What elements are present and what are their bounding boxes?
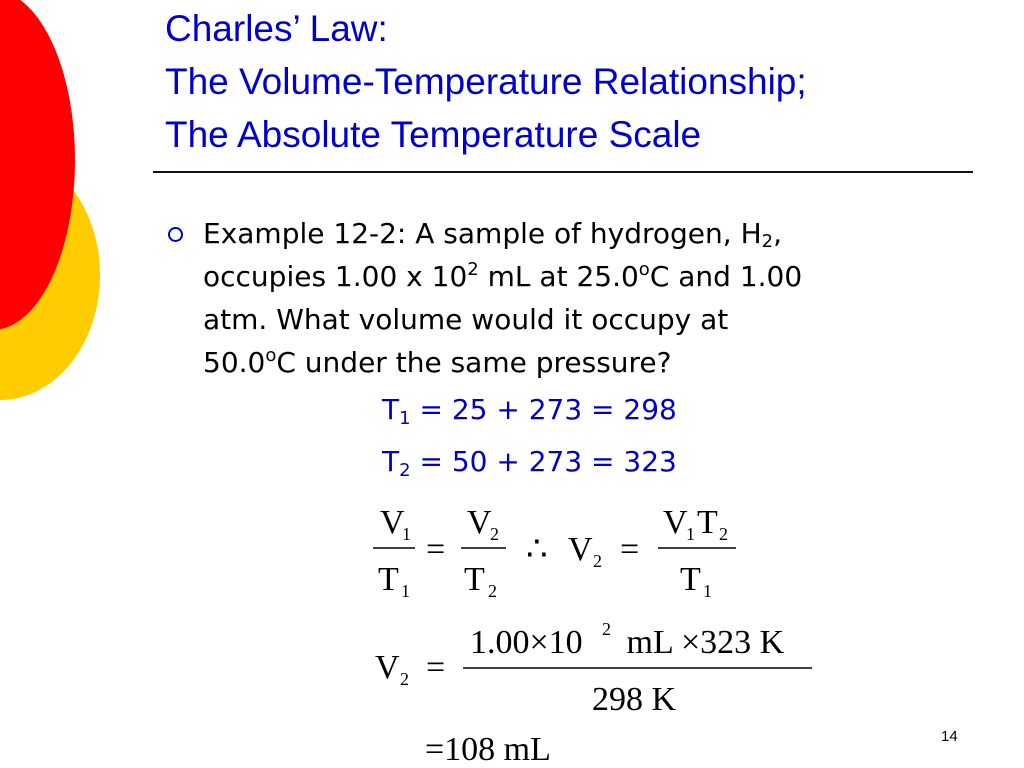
subscript: 1: [401, 581, 410, 601]
subscript: 2: [488, 581, 497, 601]
therefore-symbol: ∴: [526, 531, 548, 568]
t2-denominator: T: [464, 561, 485, 598]
bullet-text: 50.0: [203, 346, 266, 379]
calc-var: T: [382, 445, 400, 478]
charles-law-equation: [373, 504, 736, 601]
subscript: 2: [490, 524, 499, 544]
final-result: =108 mL: [425, 731, 551, 768]
superscript: 2: [467, 259, 479, 280]
t1-calculation: [382, 393, 677, 429]
bullet-text: mL at 25.0: [478, 260, 639, 293]
bullet-line-1: [203, 212, 993, 255]
bullet-text: C and 1.00: [649, 260, 803, 293]
bullet-line-4: [203, 341, 993, 384]
equation-block: [360, 500, 980, 768]
equals-sign: =: [426, 531, 446, 568]
title-line-3: The Absolute Temperature Scale: [165, 114, 702, 155]
v1-numerator: V: [380, 504, 405, 541]
numerator-coefficient: 1.00×10: [470, 624, 583, 661]
calc-expression: = 50 + 273 = 323: [410, 445, 677, 478]
v2-variable: V: [375, 649, 400, 686]
v2-result: V: [568, 531, 593, 568]
superscript: 2: [602, 619, 611, 639]
bullet-text: Example 12-2: A sample of hydrogen, H: [203, 217, 762, 250]
equals-sign: =: [620, 531, 640, 568]
subscript: 2: [719, 524, 728, 544]
slide-title: [165, 2, 985, 161]
t2-calculation: [382, 445, 677, 481]
bullet-line-3: atm. What volume would it occupy at: [203, 303, 729, 336]
numerator-units: mL ×323 K: [618, 624, 785, 661]
t1-denominator: T: [378, 561, 399, 598]
substitution-equation: [375, 619, 812, 718]
degree-superscript: o: [638, 259, 650, 280]
bullet-text: C under the same pressure?: [276, 346, 672, 379]
v2-numerator: V: [467, 504, 492, 541]
equals-sign: =: [426, 649, 446, 686]
page-number: 14: [941, 728, 958, 745]
title-line-2: The Volume-Temperature Relationship;: [165, 61, 807, 102]
calc-var: T: [382, 393, 400, 426]
subscript: 1: [399, 408, 411, 429]
t2-factor: T: [697, 504, 718, 541]
bullet-text: ,: [773, 217, 782, 250]
calc-expression: = 25 + 273 = 298: [410, 393, 677, 426]
subscript: 2: [400, 669, 409, 689]
degree-superscript: o: [265, 345, 277, 366]
example-bullet: [203, 212, 993, 384]
subscript: 1: [686, 524, 695, 544]
t1-denominator: T: [680, 561, 701, 598]
subscript: 1: [703, 581, 712, 601]
subscript: 2: [399, 460, 411, 481]
subscript: 2: [593, 551, 602, 571]
bullet-text: occupies 1.00 x 10: [203, 260, 468, 293]
title-line-1: Charles’ Law:: [165, 8, 388, 49]
denominator: 298 K: [592, 681, 677, 718]
bullet-line-2: [203, 255, 993, 298]
title-divider: [153, 171, 973, 173]
bullet-circle-icon: [168, 227, 183, 242]
subscript: 1: [402, 524, 411, 544]
v1-factor: V: [663, 504, 688, 541]
subscript: 2: [761, 231, 774, 252]
